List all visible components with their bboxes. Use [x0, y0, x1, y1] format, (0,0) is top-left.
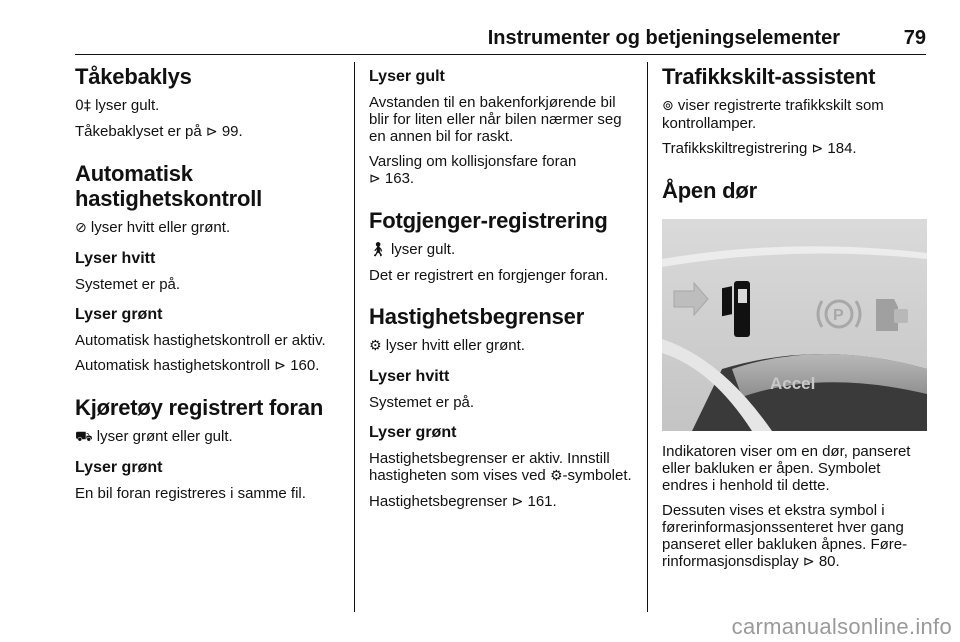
fog-light-icon: 0‡: [75, 98, 91, 114]
section-title: Instrumenter og betjeningselementer: [487, 27, 840, 49]
column-3: [662, 64, 928, 612]
vehicle-green-text: En bil foran registreres i samme fil.: [75, 485, 306, 502]
traffic-sign-icon: ⊚: [662, 98, 674, 114]
speed-limiter-icon: ⚙: [369, 338, 382, 354]
traffic-sign-ref[interactable]: 184.: [827, 140, 857, 157]
xref-arrow-icon: ⊳: [274, 358, 287, 374]
instrument-cluster-figure: [662, 219, 927, 431]
header-rule: [75, 54, 926, 55]
limiter-white-text: Systemet er på.: [369, 394, 475, 411]
yellow-heading: Lyser gult: [369, 68, 445, 85]
speed-limiter-title: Hastighetsbegrenser: [369, 304, 585, 329]
pedestrian-title: Fotgjenger-registrering: [369, 208, 608, 233]
column-2: [369, 64, 634, 612]
acc-green-text: Automatisk hastighetskontroll er aktiv.: [75, 332, 326, 349]
cluster-illustration: [662, 219, 927, 431]
xref-arrow-icon: ⊳: [802, 554, 815, 570]
limiter-ref[interactable]: 161.: [527, 493, 557, 510]
speed-limiter-status: ⚙ lyser hvitt eller grønt.: [369, 337, 525, 354]
acc-green-heading: Lyser grønt: [75, 306, 163, 323]
vehicle-green-heading: Lyser grønt: [75, 459, 163, 476]
vehicle-ahead-status: ⛟ lyser grønt eller gult.: [75, 428, 233, 445]
collision-warning-ref[interactable]: 163.: [384, 170, 415, 187]
traffic-sign-status: ⊚ viser registrerte trafikkskilt som kontrollamper.: [662, 97, 884, 132]
xref-arrow-icon: ⊳: [811, 141, 824, 157]
fog-light-text: Tåkebaklyset er på ⊳ 99.: [75, 123, 243, 140]
limiter-green-text: Hastighetsbegrenser er aktiv. Innstill hastigheten som vises ved ⚙-symbolet.: [369, 450, 632, 484]
acc-title: Automatisk hastighetskontroll: [75, 161, 263, 211]
door-ref[interactable]: 80.: [818, 553, 840, 570]
svg-text:P: P: [833, 307, 844, 324]
column-divider-1: [354, 62, 355, 612]
column-1: [75, 64, 345, 612]
acc-white-text: Systemet er på.: [75, 276, 181, 293]
pedestrian-text: Det er registrert en forgjenger foran.: [369, 267, 609, 284]
vehicle-ahead-title: Kjøretøy registrert foran: [75, 395, 324, 420]
column-divider-2: [647, 62, 648, 612]
page-number: 79: [903, 27, 926, 49]
xref-arrow-icon: ⊳: [205, 124, 218, 140]
limiter-white-heading: Lyser hvitt: [369, 368, 450, 385]
fog-light-title: Tåkebaklys: [75, 64, 192, 89]
cruise-control-icon: ⊘: [75, 220, 87, 236]
pedestrian-status: 🚶︎ lyser gult.: [369, 241, 456, 258]
traffic-sign-title: Trafikkskilt-assistent: [662, 64, 876, 89]
acc-ref-text: Automatisk hastighetskontroll ⊳ 160.: [75, 357, 320, 374]
fog-light-status: 0‡ lyser gult.: [75, 97, 160, 114]
limiter-green-heading: Lyser grønt: [369, 424, 457, 441]
open-door-title: Åpen dør: [662, 178, 757, 203]
traffic-sign-ref-text: Trafikkskiltregistrering ⊳ 184.: [662, 140, 857, 157]
door-text-2: Dessuten vises et ekstra symbol i førerinformasjonssenteret hver gang panseret eller bakluken åpnes. Førerinformasjonsdisplay ⊳ 80.: [662, 502, 908, 570]
acc-status: ⊘ lyser hvitt eller grønt.: [75, 219, 231, 236]
accel-label: Accel: [770, 374, 816, 393]
limiter-ref-text: Hastighetsbegrenser ⊳ 161.: [369, 493, 557, 510]
watermark: carmanualsonline.info: [731, 614, 952, 639]
acc-ref[interactable]: 160.: [290, 357, 320, 374]
speed-limiter-icon: ⚙: [549, 468, 563, 484]
xref-arrow-icon: ⊳: [511, 494, 524, 510]
pedestrian-icon: 🚶︎: [369, 242, 387, 258]
page-header: [75, 27, 926, 53]
vehicle-ahead-icon: ⛟: [75, 429, 93, 445]
collision-warning-ref-text: Varsling om kollisjonsfare foran ⊳ 163.: [369, 153, 577, 187]
door-text-1: Indikatoren viser om en dør, panseret eller bakluken er åpen. Symbolet endres i henhold til dette.: [662, 443, 911, 494]
yellow-text: Avstanden til en bakenforkjørende bil blir for liten eller når bilen nærmer seg en annen bil for raskt.: [369, 94, 622, 145]
fog-light-ref[interactable]: 99.: [221, 123, 243, 140]
xref-arrow-icon: ⊳: [369, 171, 381, 187]
acc-white-heading: Lyser hvitt: [75, 250, 156, 267]
